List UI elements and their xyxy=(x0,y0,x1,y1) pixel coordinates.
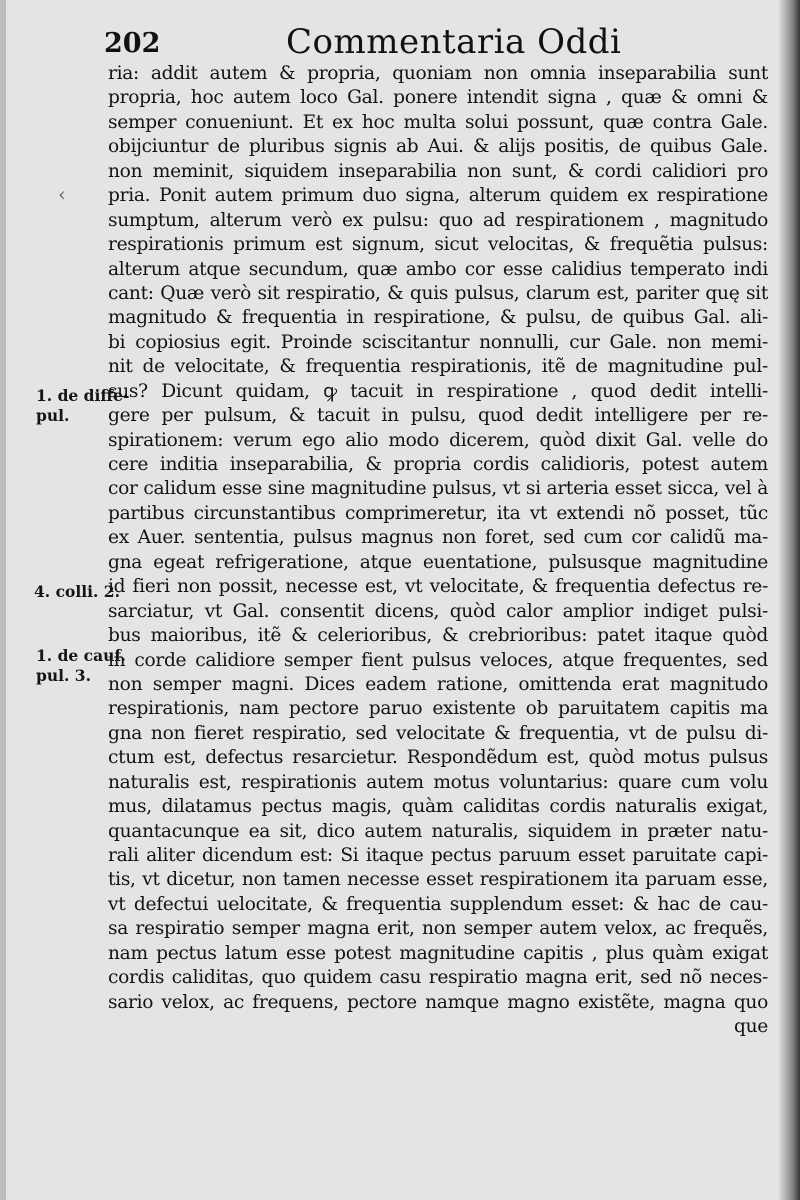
page-header xyxy=(98,22,778,62)
text-line: partibus circunstantibus comprimeretur, ita vt extendi nõ posset, tũc xyxy=(108,502,768,524)
body-text xyxy=(108,62,768,1040)
text-line: in corde calidiore semper fient pulsus veloces, atque frequentes, sed xyxy=(108,649,768,671)
text-line: spirationem: verum ego alio modo dicerem, quòd dixit Gal. velle do xyxy=(108,429,768,451)
running-title: Commentaria Oddi xyxy=(286,22,622,62)
text-line: ria: addit autem & propria, quoniam non omnia inseparabilia sunt xyxy=(108,63,768,84)
text-line: respirationis primum est signum, sicut velocitas, & frequẽtia pulsus: xyxy=(108,234,768,256)
text-line: alterum atque secundum, quæ ambo cor esse calidius temperato indi xyxy=(108,258,768,280)
text-line: ex Auer. sententia, pulsus magnus non foret, sed cum cor calidũ ma- xyxy=(108,527,768,549)
text-line: sarciatur, vt Gal. consentit dicens, quòd calor amplior indiget pulsi- xyxy=(108,600,768,622)
margin-note xyxy=(36,386,129,426)
margin-note-line: 1. de diffe- xyxy=(36,386,130,405)
text-line: non semper magni. Dices eadem ratione, omittenda erat magnitudo xyxy=(108,673,768,695)
text-line: gna egeat refrigeratione, atque euentatione, pulsusque magnitudine xyxy=(108,551,768,573)
text-line: rali aliter dicendum est: Si itaque pectus paruum esset paruitate capi- xyxy=(108,845,768,866)
text-line: magnitudo & frequentia in respiratione, & pulsu, de quibus Gal. ali- xyxy=(108,307,768,329)
text-line: bus maioribus, itẽ & celerioribus, & crebrioribus: patet itaque quòd xyxy=(108,625,768,647)
text-line: id fieri non possit, necesse est, vt velocitate, & frequentia defectus re- xyxy=(108,576,768,598)
text-line: quantacunque ea sit, dico autem naturalis, siquidem in præter natu- xyxy=(108,820,768,842)
text-line: gere per pulsum, & tacuit in pulsu, quod dedit intelligere per re- xyxy=(108,405,768,427)
text-line: sario velox, ac frequens, pectore namque magno existẽte, magna quo xyxy=(108,991,768,1013)
margin-note-line: 1. de cauf. xyxy=(36,646,126,665)
text-line: cor calidum esse sine magnitudine pulsus, vt si arteria esset sicca, vel à xyxy=(108,478,768,500)
text-line: cordis caliditas, quo quidem casu respiratio magna erit, sed nõ neces- xyxy=(108,967,768,989)
text-line: nit de velocitate, & frequentia respirationis, itẽ de magnitudine pul- xyxy=(108,356,768,378)
text-line: obijciuntur de pluribus signis ab Aui. & alijs positis, de quibus Gale. xyxy=(108,136,768,158)
text-line: respirationis, nam pectore paruo existente ob paruitatem capitis ma xyxy=(108,698,768,720)
text-line: semper conueniunt. Et ex hoc multa solui possunt, quæ contra Gale. xyxy=(108,111,768,133)
margin-note-line: pul. 3. xyxy=(36,666,91,685)
text-line: sus? Dicunt quidam, ꝙ tacuit in respiratione , quod dedit intelli- xyxy=(108,380,768,402)
text-line: vt defectui uelocitate, & frequentia supplendum esset: & hac de cau- xyxy=(108,893,768,915)
text-line: mus, dilatamus pectus magis, quàm caliditas cordis naturalis exigat, xyxy=(108,796,768,818)
text-line: nam pectus latum esse potest magnitudine capitis , plus quàm exigat xyxy=(108,942,768,964)
margin-note-line: pul. xyxy=(36,406,70,425)
text-line: cere inditia inseparabilia, & propria cordis calidioris, potest autem xyxy=(108,454,768,475)
margin-note-line: 4. colli. 2. xyxy=(34,582,120,601)
text-line: ctum est, defectus resarcietur. Respondẽdum est, quòd motus pulsus xyxy=(108,747,768,769)
text-line: cant: Quæ verò sit respiratio, & quis pulsus, clarum est, pariter quę sit xyxy=(108,282,768,304)
text-line: sumptum, alterum verò ex pulsu: quo ad respirationem , magnitudo xyxy=(108,209,768,231)
text-line: tis, vt dicetur, non tamen necesse esset respirationem ita paruam esse, xyxy=(108,869,768,891)
text-line: sa respiratio semper magna erit, non semper autem velox, ac frequẽs, xyxy=(108,918,768,940)
text-line: naturalis est, respirationis autem motus voluntarius: quare cum volu xyxy=(108,771,768,793)
page-number: 202 xyxy=(104,28,161,59)
text-line: pria. Ponit autem primum duo signa, alterum quidem ex respiratione xyxy=(108,185,768,207)
text-line: non meminit, siquidem inseparabilia non sunt, & cordi calidiori pro xyxy=(108,160,768,182)
text-line: gna non fieret respiratio, sed velocitate & frequentia, vt de pulsu di- xyxy=(108,722,768,744)
ink-mark: ‹ xyxy=(58,182,66,206)
margin-note xyxy=(34,582,120,602)
text-line: bi copiosius egit. Proinde sciscitantur nonnulli, cur Gale. non memi- xyxy=(108,331,768,353)
text-line: propria, hoc autem loco Gal. ponere intendit signa , quæ & omni & xyxy=(108,87,768,109)
binding-shadow xyxy=(778,0,800,1200)
text-line: que xyxy=(734,1016,768,1038)
margin-note xyxy=(36,646,126,686)
